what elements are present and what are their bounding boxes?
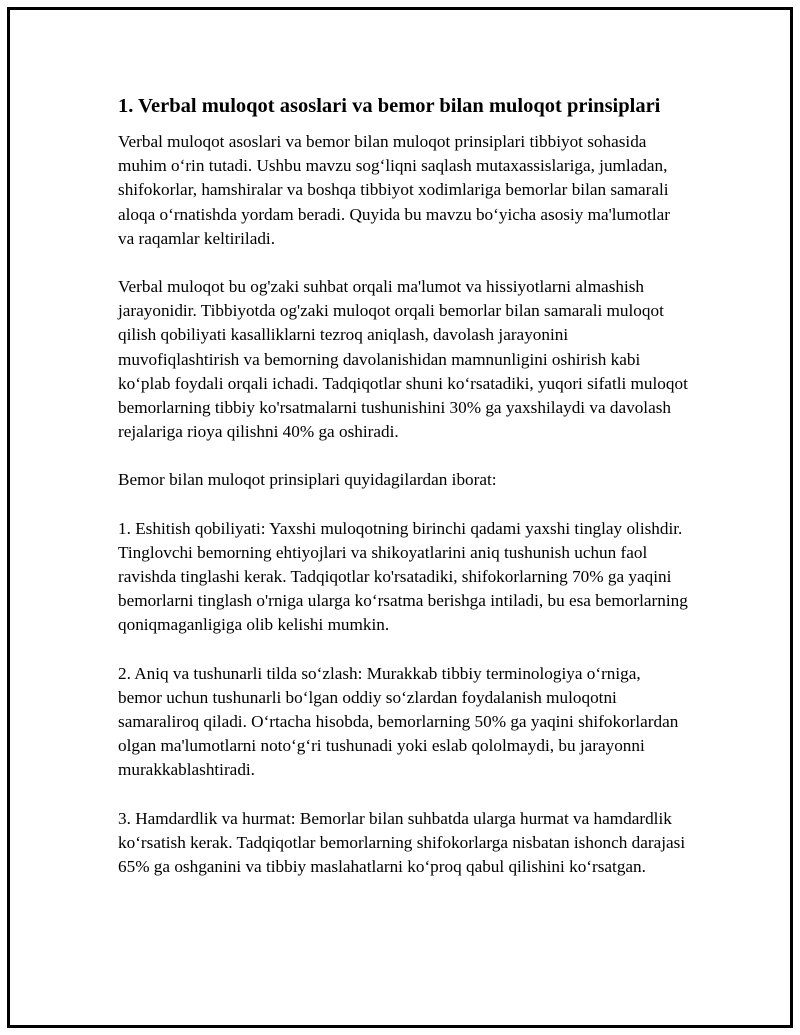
principle-clear-language-paragraph: 2. Aniq va tushunarli tilda so‘zlash: Murakkab tibbiy terminologiya o‘rniga, bemor uchun tushunarli bo‘lgan oddiy so‘zlardan foydalanish muloqotni samaraliroq qiladi. O‘rtacha hisobda, bemorlarning 50% ga yaqini shifokorlardan olgan ma'lumotlarni noto‘g‘ri tushunadi yoki eslab qololmaydi, bu jarayonni murakkablashtiradi. [118, 663, 679, 780]
section-heading: 1. Verbal muloqot asoslari va bemor bilan muloqot prinsiplari [118, 95, 661, 117]
principle-listening-paragraph: 1. Eshitish qobiliyati: Yaxshi muloqotning birinchi qadami yaxshi tinglay olishdir. Tinglovchi bemorning ehtiyojlari va shikoyatlarini aniq tushunish uchun faol ravishda tinglashi kerak. Tadqiqotlar ko'rsatadiki, shifokorlarning 70% ga yaqini bemorlarni tinglash o'rniga ularga ko‘rsatma berishga intiladi, bu esa bemorlarning qoniqmaganligiga olib kelishi mumkin. [118, 518, 688, 635]
document-body [118, 92, 688, 903]
principle-empathy-paragraph: 3. Hamdardlik va hurmat: Bemorlar bilan suhbatda ularga hurmat va hamdardlik ko‘rsatish kerak. Tadqiqotlar bemorlarning shifokorlarga nisbatan ishonch darajasi 65% ga oshganini va tibbiy maslahatlarni ko‘proq qabul qilishini ko‘rsatgan. [118, 808, 686, 877]
definition-paragraph: Verbal muloqot bu og'zaki suhbat orqali ma'lumot va hissiyotlarni almashish jarayonidir. Tibbiyotda og'zaki muloqot orqali bemorlar bilan samarali muloqot qilish qobiliyati kasalliklarni tezroq aniqlash, davolash jarayonini muvofiqlashtirish va bemorning davolanishidan mamnunligini oshirish kabi ko‘plab foydali orqali ichadi. Tadqiqotlar shuni ko‘rsatadiki, yuqori sifatli muloqot bemorlarning tibbiy ko'rsatmalarni tushunishini 30% ga yaxshilaydi va davolash rejalariga rioya qilishni 40% ga oshiradi. [118, 277, 688, 442]
intro-paragraph: Verbal muloqot asoslari va bemor bilan muloqot prinsiplari tibbiyot sohasida muhim o‘rin tutadi. Ushbu mavzu sog‘liqni saqlash mutaxassislariga, jumladan, shifokorlar, hamshiralar va boshqa tibbiyot xodimlariga bemorlar bilan samarali aloqa o‘rnatishda yordam beradi. Quyida bu mavzu bo‘yicha asosiy ma'lumotlar va raqamlar keltiriladi. [118, 132, 670, 248]
principles-intro-paragraph: Bemor bilan muloqot prinsiplari quyidagilardan iborat: [118, 470, 497, 490]
